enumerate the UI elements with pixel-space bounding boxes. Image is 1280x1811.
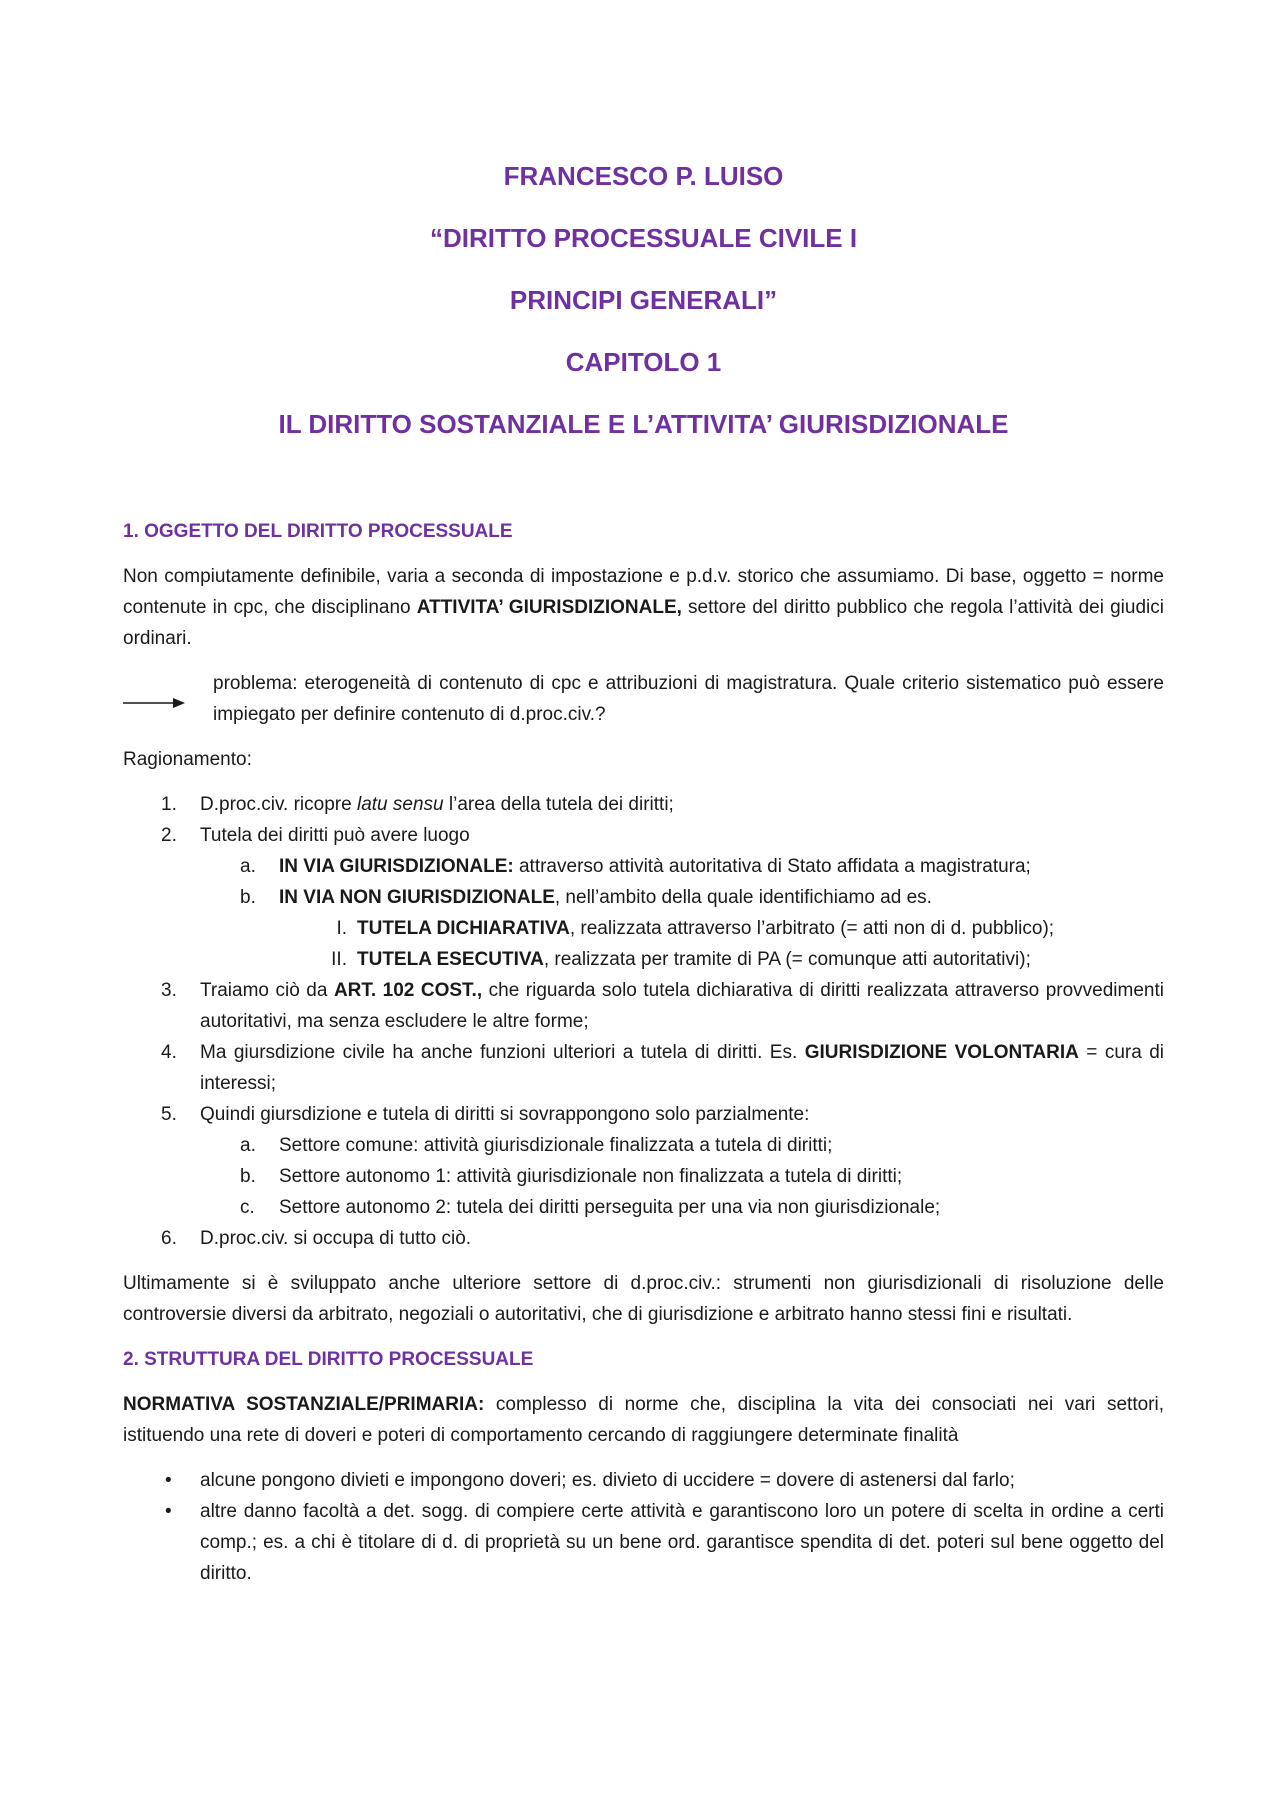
- author-name: FRANCESCO P. LUISO: [503, 161, 784, 191]
- section1-closing-paragraph: Ultimamente si è sviluppato anche ulteriore settore di d.proc.civ.: strumenti non giurisdizionali di risoluzione delle controversie diversi da arbitrato, negoziali o autoritativi, che di giurisdizione e arbitrato hanno stessi fini e risultati.: [123, 1273, 1164, 1325]
- right-arrow-icon: [123, 668, 213, 719]
- list-item: 5. Quindi giursdizione e tutela di diritti si sovrappongono solo parzialmente:: [161, 1104, 810, 1125]
- bullet-list: [123, 1465, 1164, 1589]
- list-item: 2. Tutela dei diritti può avere luogo: [161, 825, 470, 846]
- reasoning-label: Ragionamento:: [123, 749, 252, 770]
- list-item: 6. D.proc.civ. si occupa di tutto ciò.: [161, 1228, 472, 1249]
- list-item: a. IN VIA GIURISDIZIONALE: attraverso attività autoritativa di Stato affidata a magistratura;: [240, 856, 1031, 877]
- arrow-note-text: problema: eterogeneità di contenuto di cpc e attribuzioni di magistratura. Quale criterio sistematico può essere impiegato per definire contenuto di d.proc.civ.?: [213, 673, 1164, 725]
- section-heading-1: 1. OGGETTO DEL DIRITTO PROCESSUALE: [123, 521, 513, 542]
- list-item: 4. Ma giursdizione civile ha anche funzioni ulteriori a tutela di diritti. Es. GIURISDIZIONE VOLONTARIA = cura di interessi;: [161, 1042, 1165, 1094]
- list-item: • altre danno facoltà a det. sogg. di compiere certe attività e garantiscono loro un potere di scelta in ordine a certi comp.; es. a chi è titolare di d. di proprietà su un bene ord. garantisce spendita di det. poteri sul bene oggetto del diritto.: [123, 1496, 1164, 1589]
- list-item: b. IN VIA NON GIURISDIZIONALE, nell’ambito della quale identifichiamo ad es.: [240, 887, 932, 908]
- list-item: b. Settore autonomo 1: attività giurisdizionale non finalizzata a tutela di diritti;: [240, 1166, 903, 1187]
- bullet-icon: •: [165, 1470, 172, 1491]
- bullet-icon: •: [165, 1501, 172, 1522]
- chapter-number: CAPITOLO 1: [565, 347, 722, 377]
- arrow-note: [123, 668, 1164, 730]
- title-block: [123, 150, 1164, 460]
- book-title: “DIRITTO PROCESSUALE CIVILE I: [429, 223, 858, 253]
- list-item: • alcune pongono divieti e impongono doveri; es. divieto di uccidere = dovere di astenersi dal farlo;: [123, 1465, 1164, 1496]
- list-item: c. Settore autonomo 2: tutela dei diritti perseguita per una via non giurisdizionale;: [240, 1197, 941, 1218]
- book-subtitle: PRINCIPI GENERALI”: [509, 285, 778, 315]
- reasoning-list: [123, 789, 1164, 1254]
- list-item: 3. Traiamo ciò da ART. 102 COST., che riguarda solo tutela dichiarativa di diritti realizzata attraverso provvedimenti autoritativi, ma senza escludere le altre forme;: [161, 980, 1164, 1032]
- list-item: I. TUTELA DICHIARATIVA, realizzata attraverso l’arbitrato (= atti non di d. pubblico);: [336, 918, 1055, 939]
- section2-lead-paragraph: NORMATIVA SOSTANZIALE/PRIMARIA: complesso di norme che, disciplina la vita dei consociati nei vari settori, istituendo una rete di doveri e poteri di comportamento cercando di raggiungere determinate finalità: [123, 1394, 1165, 1446]
- section-heading-2: 2. STRUTTURA DEL DIRITTO PROCESSUALE: [123, 1349, 534, 1370]
- list-item: II. TUTELA ESECUTIVA, realizzata per tramite di PA (= comunque atti autoritativi);: [331, 949, 1031, 970]
- section1-intro-paragraph: Non compiutamente definibile, varia a seconda di impostazione e p.d.v. storico che assumiamo. Di base, oggetto = norme contenute in cpc, che disciplinano ATTIVITA’ GIURISDIZIONALE, settore del diritto pubblico che regola l’attività dei giudici ordinari.: [123, 566, 1164, 649]
- list-item: 1. D.proc.civ. ricopre latu sensu l’area della tutela dei diritti;: [161, 794, 674, 815]
- chapter-title: IL DIRITTO SOSTANZIALE E L’ATTIVITA’ GIURISDIZIONALE: [278, 409, 1009, 439]
- list-item: a. Settore comune: attività giurisdizionale finalizzata a tutela di diritti;: [240, 1135, 833, 1156]
